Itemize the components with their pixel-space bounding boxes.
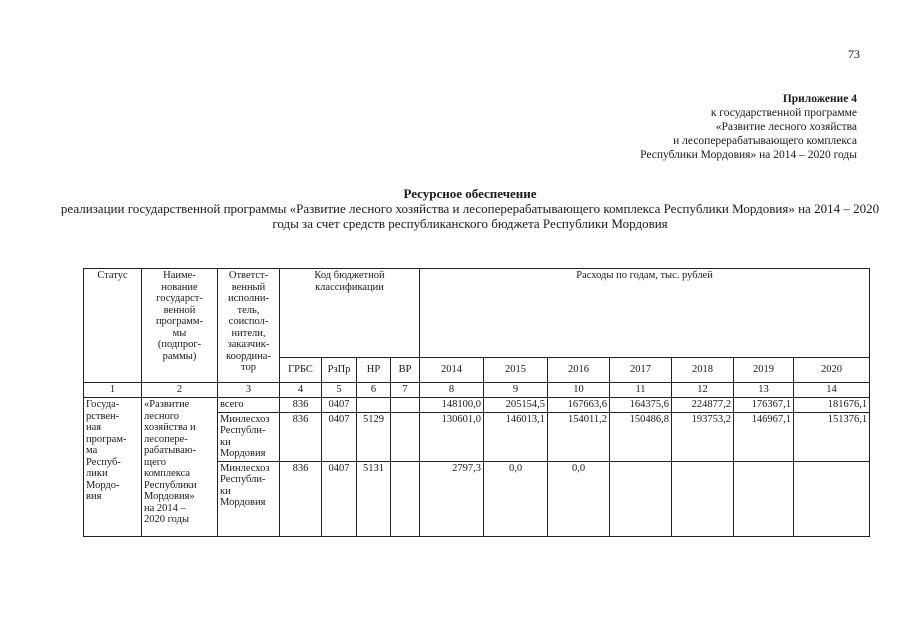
page-number: 73: [848, 47, 860, 61]
grbs-cell: 836: [280, 461, 322, 536]
column-number: 3: [218, 383, 280, 398]
title-sub: реализации государственной программы «Развитие лесного хозяйства и лесоперерабатывающего комплекса Республики Мордовия» на 2014 – 2020 годы за счет средств республиканского бюджета Республики Мордовия: [60, 201, 880, 231]
value-cell: 130601,0: [420, 412, 484, 461]
value-cell: 150486,8: [610, 412, 672, 461]
vr-cell: [391, 398, 420, 413]
header-status: Статус: [84, 269, 142, 383]
header-nr: НР: [357, 358, 391, 383]
column-number: 2: [142, 383, 218, 398]
column-number: 4: [280, 383, 322, 398]
nr-cell: 5131: [357, 461, 391, 536]
value-cell: 0,0: [548, 461, 610, 536]
rzpr-cell: 0407: [322, 398, 357, 413]
value-cell: 181676,1: [794, 398, 870, 413]
status-cell: Госуда- рствен- ная програм- ма Респуб- лики Мордо- вия: [84, 398, 142, 537]
column-number: 7: [391, 383, 420, 398]
column-number-row: [84, 383, 870, 398]
value-cell: 224877,2: [672, 398, 734, 413]
value-cell: [794, 461, 870, 536]
appendix-line: и лесоперерабатывающего комплекса: [673, 135, 857, 147]
value-cell: 0,0: [484, 461, 548, 536]
appendix-line: «Развитие лесного хозяйства: [715, 121, 857, 133]
column-number: 5: [322, 383, 357, 398]
resource-table: [83, 268, 870, 537]
header-year: 2015: [484, 358, 548, 383]
header-executor: Ответст- венный исполни- тель, соиспол- нители, заказчик- координа- тор: [218, 269, 280, 383]
value-cell: 151376,1: [794, 412, 870, 461]
column-number: 13: [734, 383, 794, 398]
header-rzpr: РзПр: [322, 358, 357, 383]
executor-cell: Минлесхоз Республи- ки Мордовия: [218, 461, 280, 536]
appendix-title: Приложение 4: [782, 93, 857, 105]
value-cell: 205154,5: [484, 398, 548, 413]
vr-cell: [391, 412, 420, 461]
header-name: Наиме- нование государст- венной программ- мы (подпрог- раммы): [142, 269, 218, 383]
column-number: 6: [357, 383, 391, 398]
header-year: 2014: [420, 358, 484, 383]
header-year: 2020: [794, 358, 870, 383]
rzpr-cell: 0407: [322, 461, 357, 536]
appendix-line: Республики Мордовия» на 2014 – 2020 годы: [640, 149, 857, 161]
column-number: 11: [610, 383, 672, 398]
grbs-cell: 836: [280, 398, 322, 413]
value-cell: 193753,2: [672, 412, 734, 461]
column-number: 10: [548, 383, 610, 398]
nr-cell: [357, 398, 391, 413]
column-number: 8: [420, 383, 484, 398]
column-number: 1: [84, 383, 142, 398]
column-number: 12: [672, 383, 734, 398]
table-row: [84, 398, 870, 413]
appendix-block: [557, 92, 857, 162]
value-cell: 154011,2: [548, 412, 610, 461]
rzpr-cell: 0407: [322, 412, 357, 461]
value-cell: 164375,6: [610, 398, 672, 413]
header-grbs: ГРБС: [280, 358, 322, 383]
value-cell: 167663,6: [548, 398, 610, 413]
value-cell: 2797,3: [420, 461, 484, 536]
value-cell: [672, 461, 734, 536]
value-cell: 146967,1: [734, 412, 794, 461]
value-cell: 176367,1: [734, 398, 794, 413]
value-cell: [734, 461, 794, 536]
value-cell: 148100,0: [420, 398, 484, 413]
grbs-cell: 836: [280, 412, 322, 461]
nr-cell: 5129: [357, 412, 391, 461]
header-budget-code: Код бюджетной классификации: [280, 269, 420, 358]
document-title: [60, 186, 880, 231]
column-number: 9: [484, 383, 548, 398]
header-vr: ВР: [391, 358, 420, 383]
title-main: Ресурсное обеспечение: [403, 186, 537, 201]
header-year: 2016: [548, 358, 610, 383]
header-year: 2017: [610, 358, 672, 383]
executor-cell: Минлесхоз Республи- ки Мордовия: [218, 412, 280, 461]
executor-cell: всего: [218, 398, 280, 413]
header-year: 2018: [672, 358, 734, 383]
value-cell: 146013,1: [484, 412, 548, 461]
program-name-cell: «Развитие лесного хозяйства и лесопере- рабатываю- щего комплекса Республики Мордовия» на 2014 – 2020 годы: [142, 398, 218, 537]
header-year: 2019: [734, 358, 794, 383]
appendix-line: к государственной программе: [710, 107, 857, 119]
header-expenses: Расходы по годам, тыс. рублей: [420, 269, 870, 358]
value-cell: [610, 461, 672, 536]
column-number: 14: [794, 383, 870, 398]
vr-cell: [391, 461, 420, 536]
